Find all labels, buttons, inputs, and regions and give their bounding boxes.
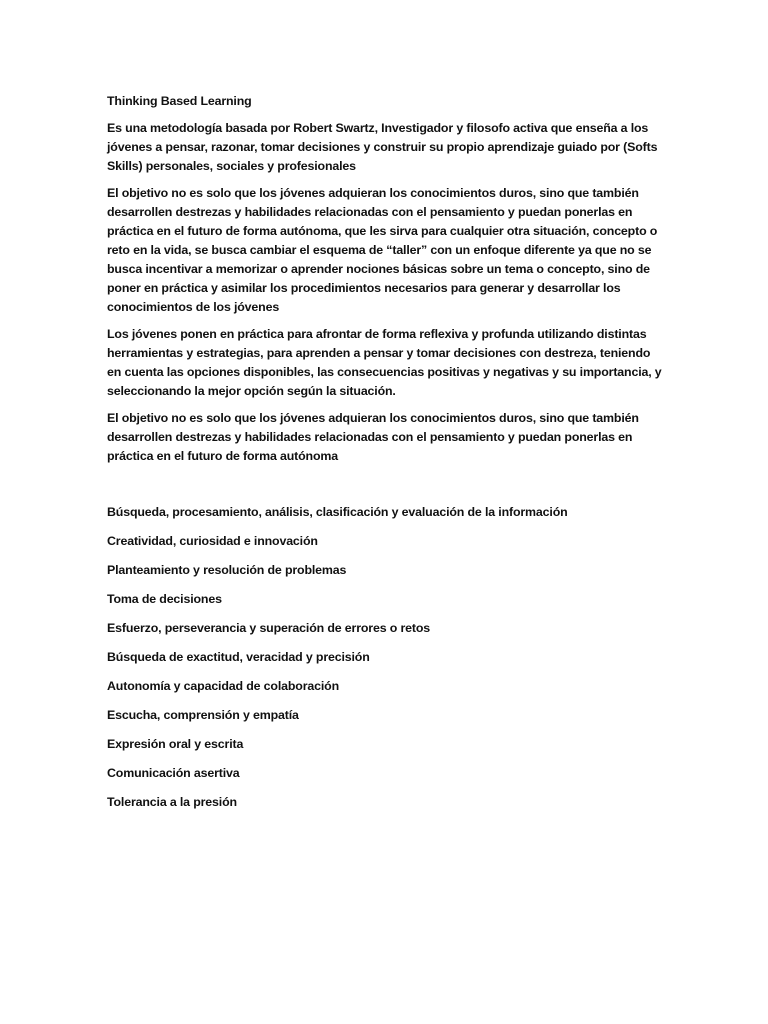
paragraph-objective-summary: El objetivo no es solo que los jóvenes adquieran los conocimientos duros, sino que también desarrollen destrezas y habilidades relacionadas con el pensamiento y puedan ponerlas en práctica en el futuro de forma autónoma — [107, 411, 639, 463]
skill-item: Comunicación asertiva — [107, 766, 240, 780]
document-page — [107, 92, 667, 822]
skills-list — [107, 503, 667, 812]
skill-item: Búsqueda de exactitud, veracidad y precisión — [107, 650, 370, 664]
paragraph-practice: Los jóvenes ponen en práctica para afrontar de forma reflexiva y profunda utilizando distintas herramientas y estrategias, para aprenden a pensar y tomar decisiones con destreza, teniendo en cuenta las opciones disponibles, las consecuencias positivas y negativas y su importancia, y seleccionando la mejor opción según la situación. — [107, 327, 662, 398]
paragraph-objective: El objetivo no es solo que los jóvenes adquieran los conocimientos duros, sino que también desarrollen destrezas y habilidades relacionadas con el pensamiento y puedan ponerlas en práctica en el futuro de forma autónoma, que les sirva para cualquier otra situación, concepto o reto en la vida, se busca cambiar el esquema de “taller” con un enfoque diferente ya que no se busca incentivar a memorizar o aprender nociones básicas sobre un tema o concepto, sino de poner en práctica y asimilar los procedimientos necesarios para generar y desarrollar los conocimientos de los jóvenes — [107, 186, 658, 314]
skill-item: Creatividad, curiosidad e innovación — [107, 534, 318, 548]
skill-item: Toma de decisiones — [107, 592, 222, 606]
skill-item: Autonomía y capacidad de colaboración — [107, 679, 339, 693]
skill-item: Expresión oral y escrita — [107, 737, 244, 751]
document-title: Thinking Based Learning — [107, 94, 252, 108]
skill-item: Planteamiento y resolución de problemas — [107, 563, 347, 577]
skill-item: Búsqueda, procesamiento, análisis, clasificación y evaluación de la información — [107, 505, 568, 519]
section-gap — [107, 474, 667, 503]
skill-item: Tolerancia a la presión — [107, 795, 237, 809]
paragraph-definition: Es una metodología basada por Robert Swartz, Investigador y filosofo activa que enseña a los jóvenes a pensar, razonar, tomar decisiones y construir su propio aprendizaje guiado por (Softs Skills) personales, sociales y profesionales — [107, 121, 658, 173]
skill-item: Escucha, comprensión y empatía — [107, 708, 299, 722]
skill-item: Esfuerzo, perseverancia y superación de errores o retos — [107, 621, 431, 635]
